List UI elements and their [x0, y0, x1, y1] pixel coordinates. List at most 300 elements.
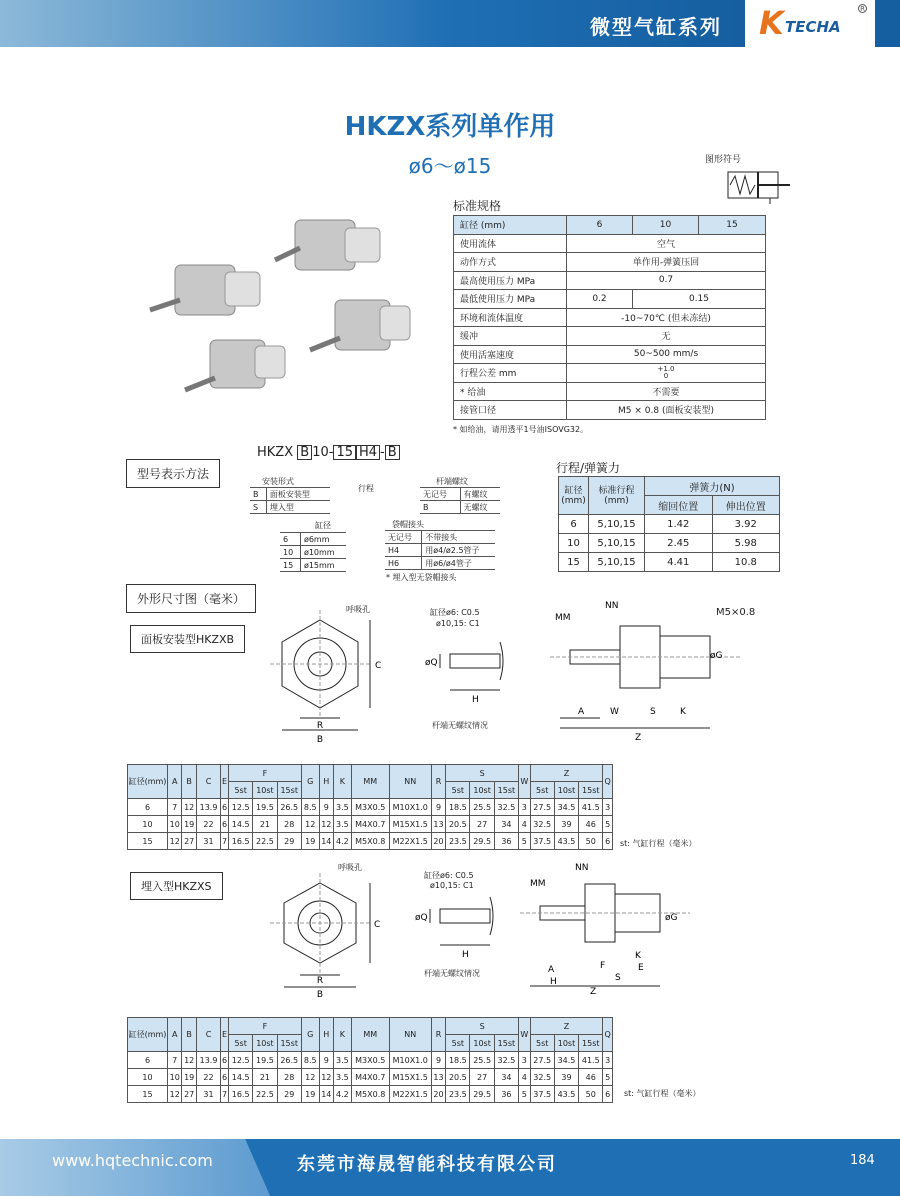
table-cell: 3.92: [712, 515, 780, 534]
zxb-label: 面板安装型HKZXB: [130, 625, 245, 653]
table-cell: 6: [603, 833, 613, 850]
table-cell: 36: [494, 833, 518, 850]
header-title: 微型气缸系列: [590, 15, 722, 39]
spec-value: 空气: [567, 234, 766, 253]
table-cell: 9: [431, 1052, 445, 1069]
svg-text:øQ: øQ: [425, 658, 438, 668]
zxb-port-label: M5×0.8: [716, 607, 756, 618]
spec-header-row: [454, 216, 766, 235]
spec-label: 使用流体: [454, 234, 567, 253]
svg-text:NN: NN: [575, 863, 589, 873]
code-thread: B: [385, 445, 400, 460]
tolerance-plus: +1.0: [657, 364, 675, 373]
zxb-no-thread: 杆端无螺纹情况: [432, 721, 488, 730]
table-cell: 3.5: [334, 1069, 352, 1086]
bore-table: [280, 532, 346, 572]
table-cell: 2.45: [645, 534, 713, 553]
table-cell: M3X0.5: [351, 1052, 389, 1069]
footer-company: 东莞市海晟智能科技有限公司: [297, 1154, 557, 1175]
code-cap: H4: [356, 445, 380, 460]
table-cell: M22X1.5: [389, 833, 431, 850]
table-cell: 12.5: [229, 1052, 253, 1069]
header-end: [875, 0, 900, 47]
spec-row: [454, 382, 766, 401]
table-cell: 7: [168, 799, 182, 816]
spec-row: [454, 290, 766, 309]
cylinder-photo-1: [275, 220, 380, 270]
code-prefix: HKZX: [257, 445, 294, 460]
table-cell: 29.5: [470, 833, 494, 850]
page-header: [0, 0, 900, 47]
cap-code: H4: [385, 544, 422, 557]
table-cell: 18.5: [446, 799, 470, 816]
table-cell: 16.5: [229, 1086, 253, 1103]
dim-header: S: [446, 765, 519, 782]
table-cell: 50: [579, 833, 603, 850]
table-row: [559, 515, 780, 534]
mount-code: S: [250, 501, 266, 514]
table-cell: 5,10,15: [589, 553, 645, 572]
table-cell: 29.5: [470, 1086, 494, 1103]
table-cell: 21: [253, 816, 277, 833]
dim-header: W: [519, 1018, 531, 1052]
spec-row: [454, 401, 766, 420]
table-cell: 3.5: [334, 816, 352, 833]
table-cell: 14.5: [229, 816, 253, 833]
spec-row: [454, 327, 766, 346]
bore-title: 缸径: [315, 521, 331, 530]
spec-row: [454, 308, 766, 327]
spec-value: -10~70℃ (但未冻结): [567, 308, 766, 327]
model-code: [257, 445, 400, 460]
table-cell: 10: [128, 1069, 168, 1086]
table-cell: M5X0.8: [351, 833, 389, 850]
cap-desc: 不带接头: [422, 531, 495, 544]
table-cell: 15st: [494, 1035, 518, 1052]
dim-header: F: [229, 765, 302, 782]
svg-text:K: K: [680, 707, 686, 717]
cap-code: H6: [385, 557, 422, 570]
table-cell: 29: [277, 1086, 301, 1103]
table-cell: 22.5: [253, 1086, 277, 1103]
table-cell: 4.2: [334, 833, 352, 850]
spec-row: [454, 345, 766, 364]
zxs-breath-label: 呼吸孔: [338, 863, 362, 872]
svg-text:R: R: [316, 721, 324, 731]
svg-text:A: A: [548, 965, 555, 975]
svg-text:S: S: [615, 973, 621, 983]
dim-header: R: [431, 1018, 445, 1052]
table-cell: 6: [221, 816, 229, 833]
svg-text:E: E: [638, 963, 644, 973]
table-cell: 10st: [554, 782, 578, 799]
table-cell: 5st: [446, 1035, 470, 1052]
table-cell: 8.5: [301, 1052, 319, 1069]
spec-label: * 给油: [454, 382, 567, 401]
svg-text:B: B: [316, 735, 324, 745]
dim-header: MM: [351, 765, 389, 799]
mount-title: 安装形式: [262, 477, 294, 486]
table-cell: 22.5: [253, 833, 277, 850]
table-cell: 5,10,15: [589, 534, 645, 553]
table-cell: 12.5: [229, 799, 253, 816]
cap-desc: 用ø4/ø2.5管子: [422, 544, 495, 557]
outline-label: 外形尺寸图（毫米）: [126, 584, 256, 613]
zxs-no-thread: 杆端无螺纹情况: [424, 969, 480, 978]
table-cell: 23.5: [446, 833, 470, 850]
table-cell: M10X1.0: [389, 799, 431, 816]
model-label: 型号表示方法: [126, 459, 220, 488]
zxb-dim-table: [127, 764, 613, 850]
cylinder-photo-2: [150, 265, 260, 315]
spec-value: 不需要: [567, 382, 766, 401]
col-extend: 伸出位置: [712, 496, 780, 515]
table-cell: 34.5: [554, 799, 578, 816]
table-cell: 43.5: [554, 833, 578, 850]
table-cell: 14: [319, 1086, 333, 1103]
table-cell: 5: [519, 1086, 531, 1103]
table-cell: 39: [554, 1069, 578, 1086]
code-stroke: 15: [333, 445, 356, 460]
cap-desc: 用ø6/ø4管子: [422, 557, 495, 570]
table-cell: 5: [519, 833, 531, 850]
dim-header: R: [431, 765, 445, 799]
table-cell: 32.5: [530, 1069, 554, 1086]
dim-header: 缸径(mm): [128, 1018, 168, 1052]
table-cell: 4: [519, 1069, 531, 1086]
svg-text:A: A: [578, 707, 585, 717]
dim-header: K: [334, 1018, 352, 1052]
thread-title: 杆端螺纹: [436, 477, 468, 486]
table-cell: M3X0.5: [351, 799, 389, 816]
zxs-rod-end-view: [410, 893, 510, 963]
spec-label: 使用活塞速度: [454, 345, 567, 364]
svg-text:C: C: [375, 661, 382, 671]
table-cell: M4X0.7: [351, 1069, 389, 1086]
table-cell: M15X1.5: [389, 1069, 431, 1086]
table-cell: 10st: [470, 1035, 494, 1052]
svg-text:MM: MM: [530, 879, 546, 889]
bore-code: 10: [280, 546, 300, 559]
mount-desc: 埋入型: [266, 501, 330, 514]
spec-label: 缓冲: [454, 327, 567, 346]
spec-value: 无: [567, 327, 766, 346]
spec-value: 0.7: [567, 271, 766, 290]
brand-logo: [745, 0, 875, 47]
spec-row: [454, 234, 766, 253]
table-cell: M10X1.0: [389, 1052, 431, 1069]
svg-text:Z: Z: [590, 987, 597, 995]
dim-header: E: [221, 1018, 229, 1052]
table-cell: 7: [221, 1086, 229, 1103]
table-cell: 19: [301, 833, 319, 850]
table-cell: 10st: [253, 782, 277, 799]
cylinder-symbol-icon: [710, 168, 800, 204]
symbol-label: 图形符号: [705, 155, 742, 165]
table-cell: 9: [319, 799, 333, 816]
table-cell: 31: [196, 1086, 220, 1103]
zxb-rod-end-view: [420, 632, 520, 712]
thread-desc: 有螺纹: [460, 488, 500, 501]
table-cell: 43.5: [554, 1086, 578, 1103]
table-cell: 5st: [530, 1035, 554, 1052]
table-row: [128, 799, 613, 816]
dim-header: NN: [389, 765, 431, 799]
page-title: HKZX系列单作用: [344, 112, 556, 142]
svg-text:F: F: [600, 961, 606, 971]
table-cell: 13: [431, 816, 445, 833]
table-cell: 3: [519, 799, 531, 816]
table-cell: 13: [431, 1069, 445, 1086]
bore-code: 15: [280, 559, 300, 572]
table-cell: 6: [221, 799, 229, 816]
table-cell: 12: [319, 816, 333, 833]
spec-col-header: 6: [567, 216, 633, 235]
svg-text:øQ: øQ: [415, 913, 428, 923]
table-cell: 31: [196, 833, 220, 850]
cylinder-photo-4: [185, 340, 285, 390]
spec-heading: 标准规格: [453, 199, 502, 213]
dim-header: NN: [389, 1018, 431, 1052]
mount-desc: 面板安装型: [266, 488, 330, 501]
table-cell: 3: [519, 1052, 531, 1069]
col-stroke: 标准行程 (mm): [589, 477, 645, 515]
table-cell: 6: [221, 1052, 229, 1069]
zxb-stroke-note: st: 气缸行程（毫米）: [620, 839, 697, 848]
svg-text:H: H: [472, 695, 479, 705]
table-cell: 23.5: [446, 1086, 470, 1103]
bore-desc: ø6mm: [300, 533, 346, 546]
cylinder-photo-3: [310, 300, 410, 350]
stroke-label: 行程: [358, 484, 374, 493]
spec-value: 0.15: [633, 290, 766, 309]
table-cell: 15st: [579, 1035, 603, 1052]
dim-header: 缸径(mm): [128, 765, 168, 799]
spec-value: 0.2: [567, 290, 633, 309]
code-dash: -: [328, 445, 334, 460]
svg-text:H: H: [462, 950, 469, 960]
table-cell: 41.5: [579, 799, 603, 816]
table-cell: 5.98: [712, 534, 780, 553]
table-cell: 34: [494, 816, 518, 833]
page-number: 184: [850, 1153, 875, 1168]
table-row: [128, 1086, 613, 1103]
table-row: [128, 1069, 613, 1086]
page-subtitle: ø6～ø15: [408, 154, 492, 178]
table-cell: 10: [168, 1069, 182, 1086]
table-cell: 18.5: [446, 1052, 470, 1069]
table-cell: 8.5: [301, 799, 319, 816]
table-cell: 12: [168, 1086, 182, 1103]
table-cell: 5: [603, 816, 613, 833]
table-cell: 10: [128, 816, 168, 833]
table-cell: 3: [603, 799, 613, 816]
code-dash: -: [380, 445, 385, 460]
dim-header: C: [196, 1018, 220, 1052]
spec-row: [454, 271, 766, 290]
table-cell: 29: [277, 833, 301, 850]
table-cell: 3.5: [334, 1052, 352, 1069]
table-cell: 27: [470, 816, 494, 833]
zxb-chamfer1: 缸径ø6: C0.5: [430, 608, 480, 617]
zxs-chamfer1: 缸径ø6: C0.5: [424, 871, 474, 880]
svg-text:øG: øG: [710, 651, 723, 661]
table-cell: 20: [431, 833, 445, 850]
table-row: [128, 816, 613, 833]
zxb-side-view: [550, 598, 750, 753]
svg-text:C: C: [374, 920, 381, 930]
spec-note: * 如给油，请用透平1号油ISOVG32。: [453, 425, 589, 434]
table-cell: 27: [182, 833, 196, 850]
spec-label: 动作方式: [454, 253, 567, 272]
table-cell: 15: [559, 553, 589, 572]
mount-code: B: [250, 488, 266, 501]
spec-value: [567, 364, 766, 383]
table-cell: 7: [168, 1052, 182, 1069]
table-cell: 4: [519, 816, 531, 833]
dim-header: MM: [351, 1018, 389, 1052]
table-cell: 39: [554, 816, 578, 833]
table-cell: 27: [182, 1086, 196, 1103]
table-cell: 25.5: [470, 799, 494, 816]
spec-value: M5 × 0.8 (面板安装型): [567, 401, 766, 420]
table-cell: 5st: [446, 782, 470, 799]
table-cell: 3.5: [334, 799, 352, 816]
dim-header: S: [446, 1018, 519, 1035]
table-cell: 10st: [470, 782, 494, 799]
table-cell: 34: [494, 1069, 518, 1086]
svg-text:S: S: [650, 707, 656, 717]
table-cell: M15X1.5: [389, 816, 431, 833]
spec-value: 单作用-弹簧压回: [567, 253, 766, 272]
table-cell: 5st: [229, 782, 253, 799]
dim-header: C: [196, 765, 220, 799]
code-mount: B: [297, 445, 312, 460]
tolerance-zero: 0: [663, 371, 669, 380]
table-cell: 15st: [579, 782, 603, 799]
svg-text:H: H: [550, 977, 557, 987]
dim-header: E: [221, 765, 229, 799]
thread-desc: 无螺纹: [460, 501, 500, 514]
table-cell: 12: [182, 799, 196, 816]
logo-text: TECHA: [785, 18, 841, 36]
dim-header: Z: [530, 1018, 603, 1035]
table-cell: 16.5: [229, 833, 253, 850]
table-cell: 19: [301, 1086, 319, 1103]
table-cell: 6: [603, 1086, 613, 1103]
dim-header: F: [229, 1018, 302, 1035]
thread-code: 无记号: [420, 488, 460, 501]
table-cell: 46: [579, 816, 603, 833]
table-cell: 6: [128, 799, 168, 816]
table-cell: 27: [470, 1069, 494, 1086]
cap-note: * 埋入型无袋帽接头: [386, 573, 457, 582]
table-row: [128, 1052, 613, 1069]
table-cell: M22X1.5: [389, 1086, 431, 1103]
table-cell: 7: [221, 833, 229, 850]
spec-row: [454, 364, 766, 383]
dim-header: G: [301, 765, 319, 799]
dim-header: H: [319, 765, 333, 799]
svg-text:K: K: [635, 951, 641, 961]
zxs-chamfer2: ø10,15: C1: [430, 881, 474, 890]
svg-text:MM: MM: [555, 613, 571, 623]
table-cell: 13.9: [196, 799, 220, 816]
spec-value: 50~500 mm/s: [567, 345, 766, 364]
table-cell: 9: [319, 1052, 333, 1069]
table-cell: 4.2: [334, 1086, 352, 1103]
table-cell: M5X0.8: [351, 1086, 389, 1103]
dim-header: Z: [530, 765, 603, 782]
dim-header: H: [319, 1018, 333, 1052]
spec-col-header: 10: [633, 216, 699, 235]
zxs-front-view: [270, 865, 390, 1000]
table-cell: 15: [128, 833, 168, 850]
table-cell: 5st: [229, 1035, 253, 1052]
table-cell: 22: [196, 816, 220, 833]
table-cell: 27.5: [530, 1052, 554, 1069]
table-cell: 3: [603, 1052, 613, 1069]
cap-code: 无记号: [385, 531, 422, 544]
registered-icon: R: [858, 4, 867, 13]
col-retract: 缩回位置: [645, 496, 713, 515]
table-cell: 9: [431, 799, 445, 816]
table-cell: 32.5: [494, 799, 518, 816]
table-cell: 4.41: [645, 553, 713, 572]
svg-text:R: R: [316, 976, 324, 986]
spec-row: [454, 253, 766, 272]
table-cell: 5,10,15: [589, 515, 645, 534]
zxb-front-view: [270, 600, 390, 750]
table-cell: 15st: [277, 782, 301, 799]
cap-title: 袋帽接头: [392, 520, 424, 529]
footer-url[interactable]: www.hqtechnic.com: [52, 1151, 213, 1170]
table-cell: 15: [128, 1086, 168, 1103]
table-cell: 50: [579, 1086, 603, 1103]
table-cell: 20: [431, 1086, 445, 1103]
table-cell: 37.5: [530, 1086, 554, 1103]
zxs-dim-table: [127, 1017, 613, 1103]
table-cell: 12: [168, 833, 182, 850]
table-cell: 32.5: [530, 816, 554, 833]
spec-label: 接管口径: [454, 401, 567, 420]
thread-table: [420, 487, 500, 514]
col-bore: 缸径 (mm): [559, 477, 589, 515]
table-cell: 10.8: [712, 553, 780, 572]
table-cell: 28: [277, 816, 301, 833]
spec-label: 行程公差 mm: [454, 364, 567, 383]
table-cell: 19: [182, 1069, 196, 1086]
dim-header: W: [519, 765, 531, 799]
logo-k: K: [759, 4, 784, 42]
table-cell: 1.42: [645, 515, 713, 534]
thread-code: B: [420, 501, 460, 514]
table-cell: 12: [182, 1052, 196, 1069]
table-cell: 27.5: [530, 799, 554, 816]
table-cell: 34.5: [554, 1052, 578, 1069]
dim-header: K: [334, 765, 352, 799]
table-cell: 13.9: [196, 1052, 220, 1069]
table-cell: 26.5: [277, 1052, 301, 1069]
table-cell: 41.5: [579, 1052, 603, 1069]
spec-col-header: 缸径 (mm): [454, 216, 567, 235]
bore-code: 6: [280, 533, 300, 546]
table-cell: 19: [182, 816, 196, 833]
svg-text:Z: Z: [635, 733, 642, 743]
table-cell: 15st: [277, 1035, 301, 1052]
table-cell: 12: [301, 816, 319, 833]
svg-text:øG: øG: [665, 913, 678, 923]
